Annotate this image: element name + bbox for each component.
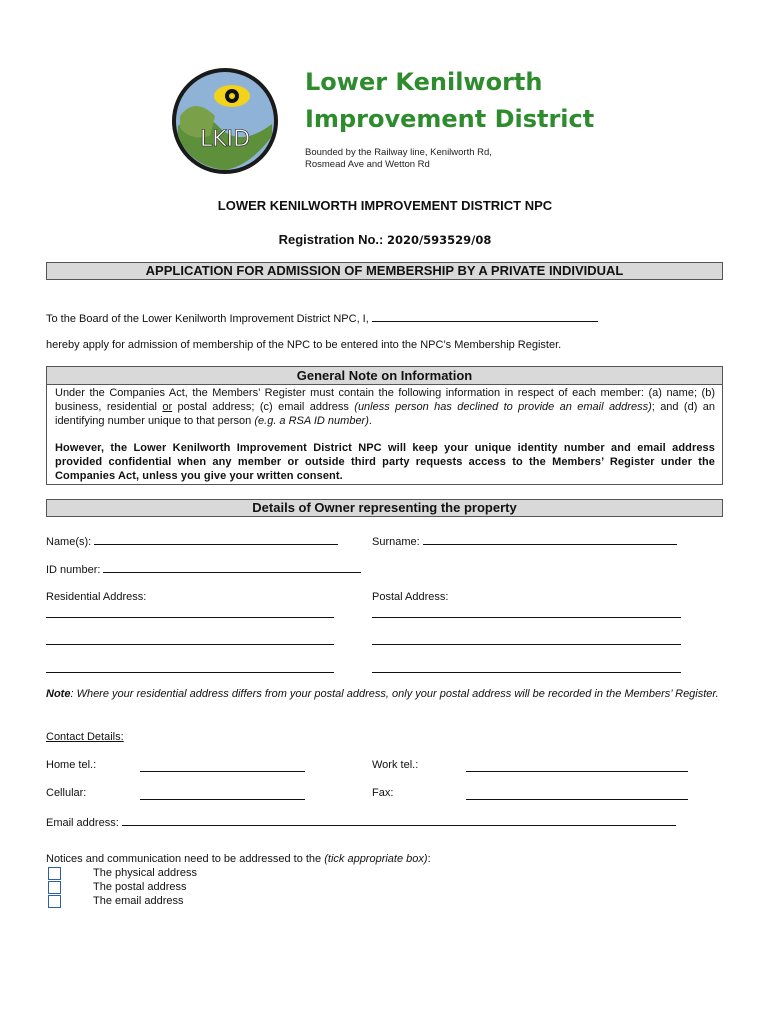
contact-details-heading: Contact Details: [46,731,124,743]
surname-row: Surname: [372,534,677,548]
option-physical-address: The physical address [93,867,197,879]
id-number-row: ID number: [46,562,361,576]
postal-address-line[interactable] [372,617,681,618]
option-postal-address: The postal address [93,881,187,893]
general-note-heading: General Note on Information [47,367,722,385]
surname-field[interactable] [423,534,677,545]
work-tel-label: Work tel.: [372,759,419,771]
document-title: LOWER KENILWORTH IMPROVEMENT DISTRICT NPC [217,198,553,213]
org-name-line2: Improvement District [305,105,595,133]
address-note: Note: Where your residential address differs from your postal address, only your postal address will be recorded in the Members’ Register. [46,688,719,700]
lkid-logo [170,66,280,176]
postal-address-line[interactable] [372,644,681,645]
residential-address-line[interactable] [46,644,334,645]
home-tel-field[interactable] [140,771,305,772]
general-note-box [46,366,723,485]
postal-address-label: Postal Address: [372,591,449,603]
applicant-name-field[interactable] [372,311,598,322]
details-banner: Details of Owner representing the property [46,499,723,517]
cellular-field[interactable] [140,799,305,800]
fax-field[interactable] [466,799,688,800]
application-banner: APPLICATION FOR ADMISSION OF MEMBERSHIP BY A PRIVATE INDIVIDUAL [46,262,723,280]
id-number-field[interactable] [103,562,361,573]
intro-line2: hereby apply for admission of membership of the NPC to be entered into the NPC’s Membership Register. [46,339,562,351]
intro-line1: To the Board of the Lower Kenilworth Improvement District NPC, I, [46,311,598,325]
physical-address-checkbox[interactable] [48,867,61,880]
residential-address-line[interactable] [46,672,334,673]
postal-address-line[interactable] [372,672,681,673]
email-row: Email address: [46,815,676,829]
residential-address-label: Residential Address: [46,591,147,603]
names-row: Name(s): [46,534,338,548]
bounded-text: Bounded by the Railway line, Kenilworth Rd, Rosmead Ave and Wetton Rd [305,147,492,170]
option-email-address: The email address [93,895,184,907]
postal-address-checkbox[interactable] [48,881,61,894]
email-address-checkbox[interactable] [48,895,61,908]
home-tel-label: Home tel.: [46,759,97,771]
logo-text: LKID [199,127,251,152]
work-tel-field[interactable] [466,771,688,772]
org-name-line1: Lower Kenilworth [305,68,543,96]
cellular-label: Cellular: [46,787,87,799]
registration-number: Registration No.: 2020/593529/08 [278,232,492,247]
residential-address-line[interactable] [46,617,334,618]
fax-label: Fax: [372,787,394,799]
notices-intro: Notices and communication need to be addressed to the (tick appropriate box): [46,853,431,865]
general-note-paragraph: Under the Companies Act, the Members’ Register must contain the following information in respect of each member: (a) name; (b) business, residential or postal address; (c) email address (unless person has declined to provide an email address); and (d) an identifying number unique to that person (e.g. a RSA ID number). [55,387,715,427]
names-field[interactable] [94,534,338,545]
email-field[interactable] [122,815,676,826]
confidentiality-paragraph: However, the Lower Kenilworth Improvement District NPC will keep your unique identity number and email address provided confidential when any member or outside third party requests access to the Members’ Register under the Companies Act, unless you give your written consent. [55,442,715,482]
